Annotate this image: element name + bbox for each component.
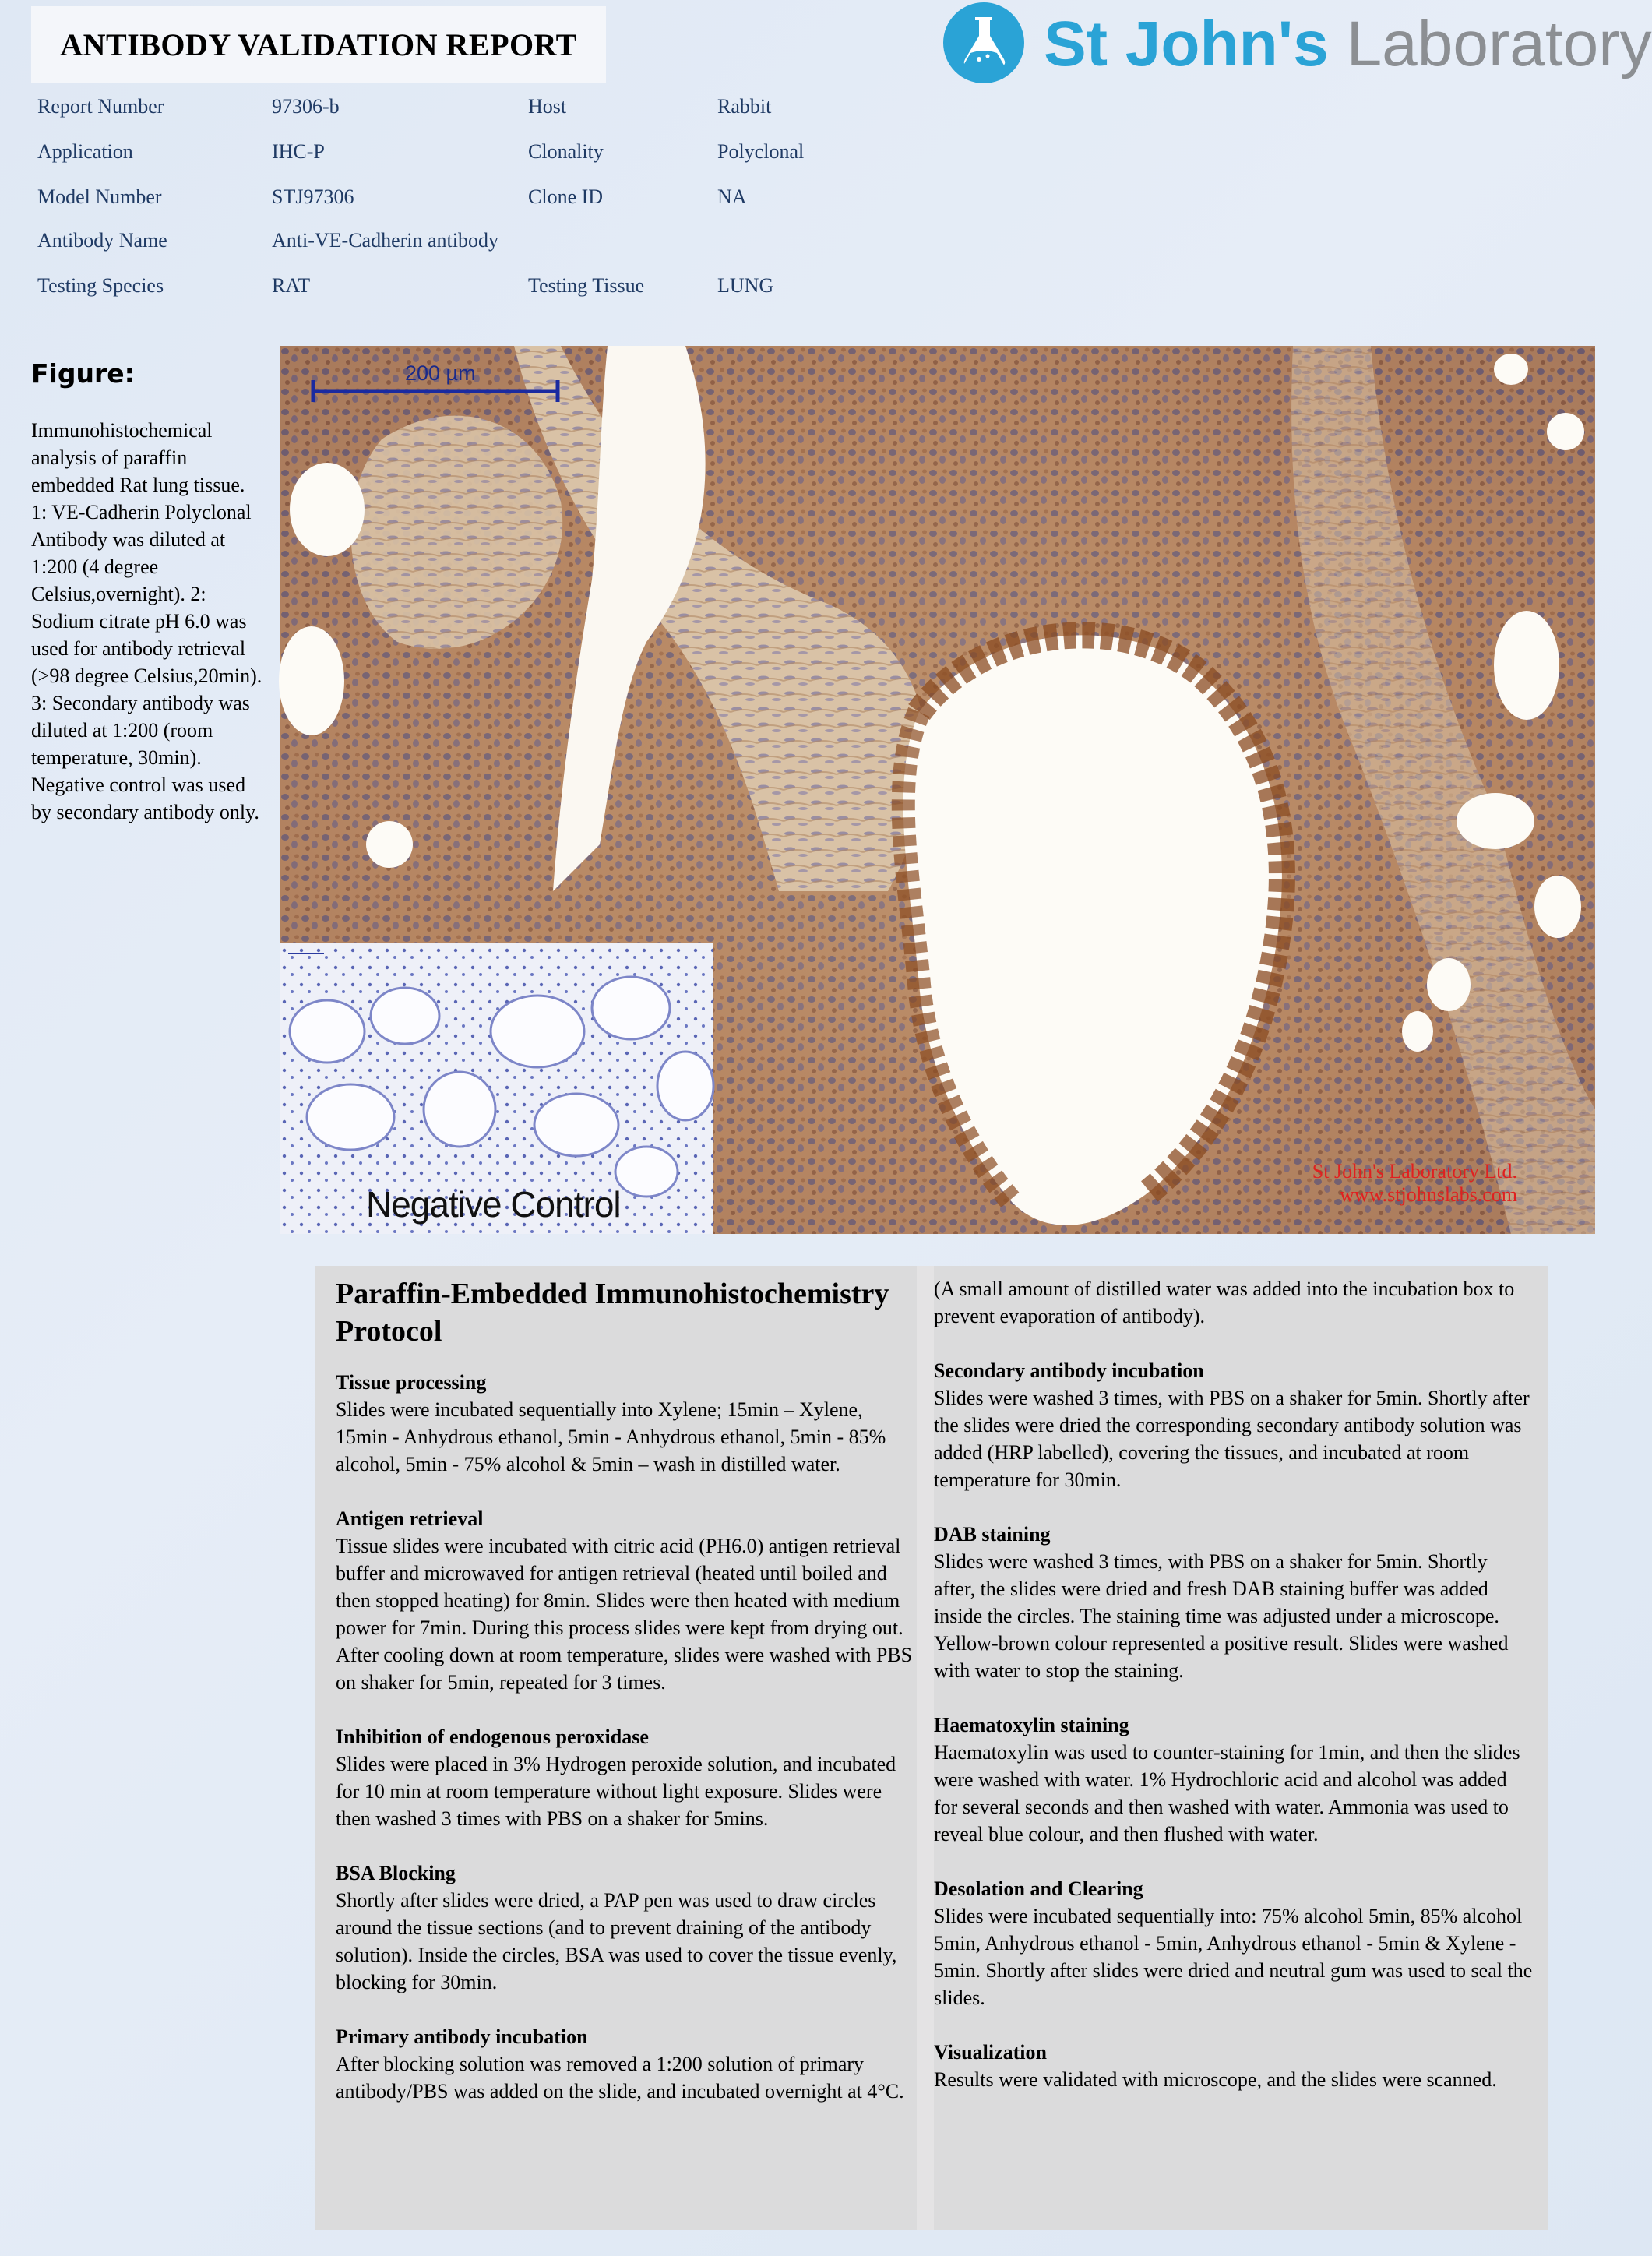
section-heading: BSA Blocking bbox=[336, 1862, 456, 1884]
detail-value: 97306-b bbox=[272, 95, 340, 118]
section-heading: Primary antibody incubation bbox=[336, 2025, 588, 2048]
protocol-right-column bbox=[934, 1275, 1534, 2120]
detail-label: Report Number bbox=[37, 95, 164, 118]
detail-value: Polyclonal bbox=[717, 140, 805, 163]
detail-label: Model Number bbox=[37, 185, 162, 208]
detail-label: Clonality bbox=[528, 140, 604, 163]
section-heading: DAB staining bbox=[934, 1523, 1051, 1546]
protocol-section bbox=[336, 1723, 917, 1832]
section-body: Tissue slides were incubated with citric acid (PH6.0) antigen retrieval buffer and microwaved for antigen retrieval (heated until boiled and then stopped heating) for 8min. Slides were then heated with medium power for 7min. During this process slides were kept from drying out. After cooling down at room temperature, slides were washed with PBS on shaker for 5min, repeated for 3 times. bbox=[336, 1535, 913, 1694]
detail-value: IHC-P bbox=[272, 140, 325, 163]
section-body: Results were validated with microscope, and the slides were scanned. bbox=[934, 2068, 1497, 2091]
scale-bar-label: 200 µm bbox=[405, 361, 476, 385]
report-title-box bbox=[31, 6, 606, 83]
section-heading: Visualization bbox=[934, 2041, 1047, 2064]
detail-label: Host bbox=[528, 95, 567, 118]
protocol-section bbox=[336, 1505, 917, 1696]
image-watermark bbox=[1312, 1160, 1517, 1207]
watermark-company: St John's Laboratory Ltd. bbox=[1312, 1160, 1517, 1183]
detail-value: RAT bbox=[272, 274, 311, 297]
protocol-title: Paraffin-Embedded Immunohistochemistry Protocol bbox=[336, 1278, 889, 1348]
section-body: Slides were placed in 3% Hydrogen peroxide solution, and incubated for 10 min at room temperature without light exposure. Slides were then washed 3 times with PBS on a shaker for 5mins. bbox=[336, 1753, 896, 1830]
section-heading: Tissue processing bbox=[336, 1371, 487, 1394]
report-title: ANTIBODY VALIDATION REPORT bbox=[60, 26, 577, 62]
detail-label: Antibody Name bbox=[37, 229, 167, 252]
protocol-section bbox=[934, 1521, 1534, 1684]
protocol-section bbox=[336, 1369, 917, 1478]
detail-value: NA bbox=[717, 185, 747, 208]
detail-value: Rabbit bbox=[717, 95, 772, 118]
protocol-panel bbox=[315, 1266, 1548, 2230]
section-heading: Haematoxylin staining bbox=[934, 1714, 1129, 1736]
section-body: Slides were incubated sequentially into Xylene; 15min – Xylene, 15min - Anhydrous ethanol, 5min - Anhydrous ethanol, 5min - 85% alcohol, 5min - 75% alcohol & 5min – wash in distilled water. bbox=[336, 1398, 886, 1475]
detail-value: Anti-VE-Cadherin antibody bbox=[272, 229, 498, 252]
watermark-url: www.stjohnslabs.com bbox=[1340, 1183, 1517, 1206]
protocol-left-column bbox=[336, 1275, 917, 2132]
section-heading: Inhibition of endogenous peroxidase bbox=[336, 1725, 649, 1748]
section-body: Shortly after slides were dried, a PAP pen was used to draw circles around the tissue sections (and to prevent draining of the antibody solution). Inside the circles, BSA was used to cover the tissue evenly, blocking for 30min. bbox=[336, 1889, 897, 1993]
detail-label: Clone ID bbox=[528, 185, 604, 208]
logo-secondary: Laboratory bbox=[1346, 9, 1652, 79]
section-body: Haematoxylin was used to counter-staining for 1min, and then the slides were washed with water. 1% Hydrochloric acid and alcohol was added for several seconds and then washed with water. Ammonia was used to reveal blue colour, and then flushed with water. bbox=[934, 1741, 1520, 1845]
flask-icon bbox=[939, 0, 1032, 86]
protocol-intro: (A small amount of distilled water was added into the incubation box to prevent evaporation of antibody). bbox=[934, 1278, 1515, 1327]
section-heading: Secondary antibody incubation bbox=[934, 1359, 1204, 1382]
tissue-image bbox=[280, 346, 1595, 1234]
section-body: After blocking solution was removed a 1:200 solution of primary antibody/PBS was added on the slide, and incubated overnight at 4°C. bbox=[336, 2053, 904, 2103]
column-divider bbox=[917, 1266, 934, 2230]
protocol-section bbox=[934, 2039, 1534, 2093]
detail-label: Testing Tissue bbox=[528, 274, 645, 297]
protocol-section bbox=[934, 1357, 1534, 1493]
figure-heading: Figure: bbox=[31, 358, 135, 389]
detail-value: LUNG bbox=[717, 274, 774, 297]
protocol-section bbox=[336, 1859, 917, 1996]
ihc-micrograph bbox=[280, 346, 1595, 1234]
section-heading: Desolation and Clearing bbox=[934, 1877, 1143, 1900]
protocol-section bbox=[934, 1875, 1534, 2011]
detail-value: STJ97306 bbox=[272, 185, 354, 208]
detail-label: Testing Species bbox=[37, 274, 164, 297]
section-body: Slides were washed 3 times, with PBS on a shaker for 5min. Shortly after the slides were dried the corresponding secondary antibody solution was added (HRP labelled), covering the tissues, and incubated at room temperature for 30min. bbox=[934, 1387, 1530, 1491]
logo-wordmark bbox=[1044, 8, 1652, 81]
negative-control-label: Negative Control bbox=[366, 1184, 621, 1225]
protocol-section bbox=[934, 1711, 1534, 1848]
section-body: Slides were incubated sequentially into: 75% alcohol 5min, 85% alcohol 5min, Anhydrous ethanol - 5min, Anhydrous ethanol - 5min & Xylene - 5min. Shortly after slides were dried and neutral gum was used to seal the slides. bbox=[934, 1905, 1533, 2009]
detail-label: Application bbox=[37, 140, 133, 163]
section-body: Slides were washed 3 times, with PBS on a shaker for 5min. Shortly after, the slides were dried and fresh DAB staining buffer was added inside the circles. The staining time was adjusted under a microscope. Yellow-brown colour represented a positive result. Slides were washed with water to stop the staining. bbox=[934, 1550, 1509, 1682]
company-logo bbox=[939, 0, 1652, 86]
logo-primary: St John's bbox=[1044, 9, 1329, 79]
protocol-section bbox=[336, 2023, 917, 2105]
section-heading: Antigen retrieval bbox=[336, 1507, 484, 1530]
figure-caption: Immunohistochemical analysis of paraffin embedded Rat lung tissue. 1: VE-Cadherin Polyclonal Antibody was diluted at 1:200 (4 degree Celsius,overnight). 2: Sodium citrate pH 6.0 was used for antibody retrieval (>98 degree Celsius,20min). 3: Secondary antibody was diluted at 1:200 (room temperature, 30min). Negative control was used by secondary antibody only. bbox=[31, 419, 262, 823]
